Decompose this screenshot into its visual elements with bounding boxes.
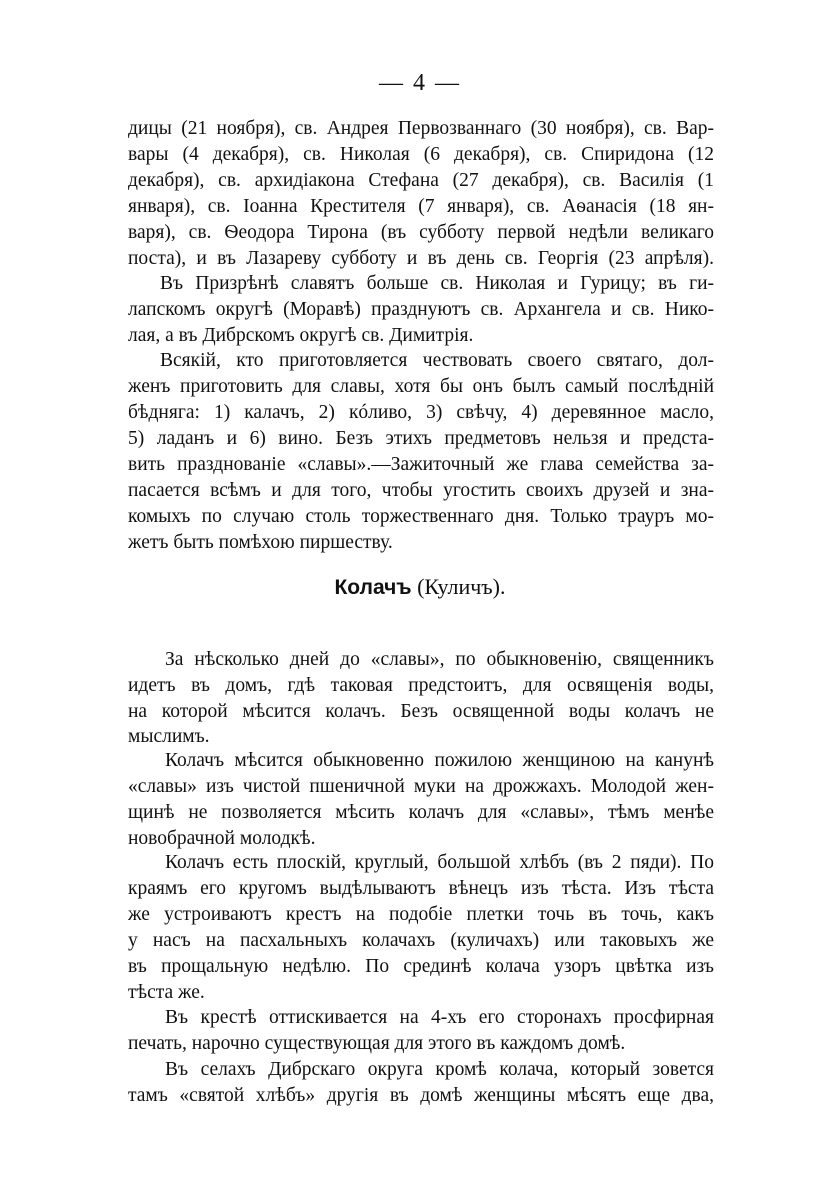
text-line: вить празднованіе «славы».—Зажиточный же глава семейства за-: [128, 454, 714, 475]
text-line: мыслимъ.: [128, 726, 210, 747]
text-line: Всякій, кто приготовляется чествовать своего святаго, дол-: [160, 350, 714, 371]
text-line: у насъ на пасхальныхъ колачахъ (куличахъ) или таковыхъ же: [128, 930, 714, 951]
text-line: За нѣсколько дней до «славы», по обыкновенію, священникъ: [165, 649, 714, 670]
text-line: варя), св. Ѳеодора Тирона (въ субботу первой недѣли великаго: [128, 222, 714, 243]
text-line: января), св. Іоанна Крестителя (7 января), св. Аѳанасія (18 ян-: [128, 196, 714, 217]
text-line: тамъ «святой хлѣбъ» другія въ домѣ женщины мѣсятъ еще два,: [128, 1085, 714, 1106]
text-line: новобрачной молодкѣ.: [128, 828, 316, 849]
text-line: «славы» изъ чистой пшеничной муки на дрожжахъ. Молодой жен-: [128, 776, 714, 797]
text-line: дицы (21 ноября), св. Андрея Первозваннаго (30 ноября), св. Вар-: [128, 118, 714, 139]
heading-title: Колачъ: [334, 576, 412, 599]
text-line: 5) ладанъ и 6) вино. Безъ этихъ предметовъ нельзя и предста-: [128, 428, 714, 449]
text-line: Колачъ мѣсится обыкновенно пожилою женщиною на канунѣ: [165, 750, 714, 771]
heading-subtitle: (Куличъ).: [417, 574, 506, 599]
section-heading: [0, 572, 840, 603]
text-line: въ прощальную недѣлю. По срединѣ колача узоръ цвѣтка изъ: [128, 956, 714, 977]
text-line: же устроиваютъ крестъ на подобіе плетки точь въ точь, какъ: [128, 904, 714, 925]
text-line: печать, нарочно существующая для этого въ каждомъ домѣ.: [128, 1033, 626, 1054]
text-line: на которой мѣсится колачъ. Безъ освященной воды колачъ не: [128, 701, 714, 722]
text-line: жетъ быть помѣхою пиршеству.: [128, 532, 393, 553]
text-line: пасается всѣмъ и для того, чтобы угостить своихъ друзей и зна-: [128, 480, 714, 501]
text-line: лая, а въ Дибрскомъ округѣ св. Димитрія.: [128, 325, 474, 346]
text-line: краямъ его кругомъ выдѣлываютъ вѣнецъ изъ тѣста. Изъ тѣста: [128, 878, 714, 899]
text-line: Колачъ есть плоскій, круглый, большой хлѣбъ (въ 2 пяди). По: [165, 852, 714, 873]
text-line: бѣдняга: 1) калачъ, 2) кóливо, 3) свѣчу, 4) деревянное масло,: [128, 402, 714, 423]
text-line: Въ селахъ Дибрскаго округа кромѣ колача, который зовется: [165, 1059, 714, 1080]
text-line: декабря), св. архидіакона Стефана (27 декабря), св. Василія (1: [128, 170, 714, 191]
text-line: тѣста же.: [128, 982, 205, 1003]
text-line: идетъ въ домъ, гдѣ таковая предстоитъ, для освященія воды,: [128, 675, 714, 696]
text-line: лапскомъ округѣ (Моравѣ) празднуютъ св. Архангела и св. Нико-: [128, 299, 714, 320]
text-line: Въ крестѣ оттискивается на 4-хъ его сторонахъ просфирная: [165, 1007, 714, 1028]
text-line: вары (4 декабря), св. Николая (6 декабря), св. Спиридона (12: [128, 144, 714, 165]
page-number: — 4 —: [379, 70, 461, 96]
text-line: комыхъ по случаю столь торжественнаго дня. Только трауръ мо-: [128, 506, 714, 527]
text-line: поста), и въ Лазареву субботу и въ день св. Георгія (23 апрѣля).: [128, 248, 714, 269]
text-line: щинѣ не позволяется мѣсить колачъ для «славы», тѣмъ менѣе: [128, 802, 714, 823]
text-line: женъ приготовить для славы, хотя бы онъ былъ самый послѣдній: [128, 376, 714, 397]
text-line: Въ Призрѣнѣ славятъ больше св. Николая и Гурицу; въ ги-: [160, 273, 714, 294]
